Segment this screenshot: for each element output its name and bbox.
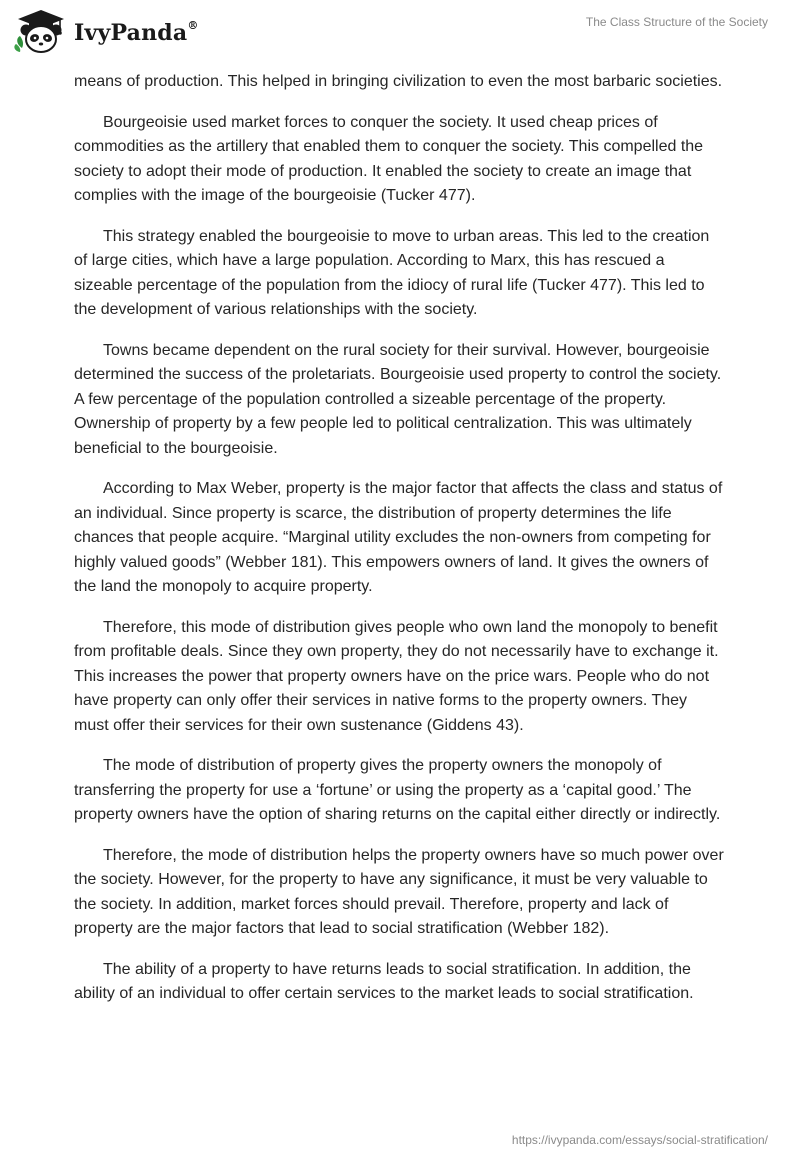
paragraph: According to Max Weber, property is the major factor that affects the class and status of an individual. Since property is scarce, the distribution of property determines the life chances that people acquire. “Marginal utility excludes the non-owners from competing for highly valued goods” (Webber 181). This empowers owners of land. It gives the owners of the land the monopoly to acquire property. (74, 480, 723, 595)
paragraph: The mode of distribution of property gives the property owners the monopoly of transferring the property for use a ‘fortune’ or using the property as a ‘capital good.’ The property owners have the option of sharing returns on the capital either directly or indirectly. (74, 757, 721, 823)
paragraph: This strategy enabled the bourgeoisie to move to urban areas. This led to the creation of large cities, which have a large population. According to Marx, this has rescued a sizeable percentage of the population from the idiocy of rural life (Tucker 477). This led to the development of various relationships with the society. (74, 227, 710, 318)
paragraph: Therefore, this mode of distribution gives people who own land the monopoly to benefit from profitable deals. Since they own property, they do not necessarily have to exchange it. This increases the power that property owners have on the price wars. People who do not have property can only offer their services in native forms to the property owners. They must offer their services for their own sustenance (Giddens 43). (74, 618, 719, 734)
paragraph: The ability of a property to have returns leads to social stratification. In addition, the ability of an individual to offer certain services to the market leads to social stratification. (74, 960, 694, 1002)
paragraph: Bourgeoisie used market forces to conquer the society. It used cheap prices of commodities as the artillery that enabled them to conquer the society. This compelled the society to adopt their mode of production. It enabled the society to create an image that complies with the image of the bourgeoisie (Tucker 477). (74, 113, 704, 204)
paragraph: Towns became dependent on the rural society for their survival. However, bourgeoisie determined the success of the proletariats. Bourgeoisie used property to control the society. A few percentage of the population controlled a sizeable percentage of the property. Ownership of property by a few people led to political centralization. This was ultimately beneficial to the bourgeoisie. (74, 341, 722, 457)
source-url-link[interactable]: https://ivypanda.com/essays/social-stratification/ (511, 1133, 768, 1147)
page-header (0, 0, 800, 70)
essay-body (74, 70, 726, 1023)
document-title: The Class Structure of the Society (585, 15, 768, 29)
brand-name: IvyPanda® (74, 18, 199, 46)
panda-graduate-icon (14, 8, 68, 56)
ivypanda-logo[interactable] (14, 8, 199, 56)
paragraph: Therefore, the mode of distribution helps the property owners have so much power over the society. However, for the property to have any significance, it must be very valuable to the society. In addition, market forces should prevail. Therefore, property and lack of property are the major factors that lead to social stratification (Webber 182). (74, 846, 724, 937)
paragraph: means of production. This helped in bringing civilization to even the most barbaric societies. (74, 73, 723, 90)
